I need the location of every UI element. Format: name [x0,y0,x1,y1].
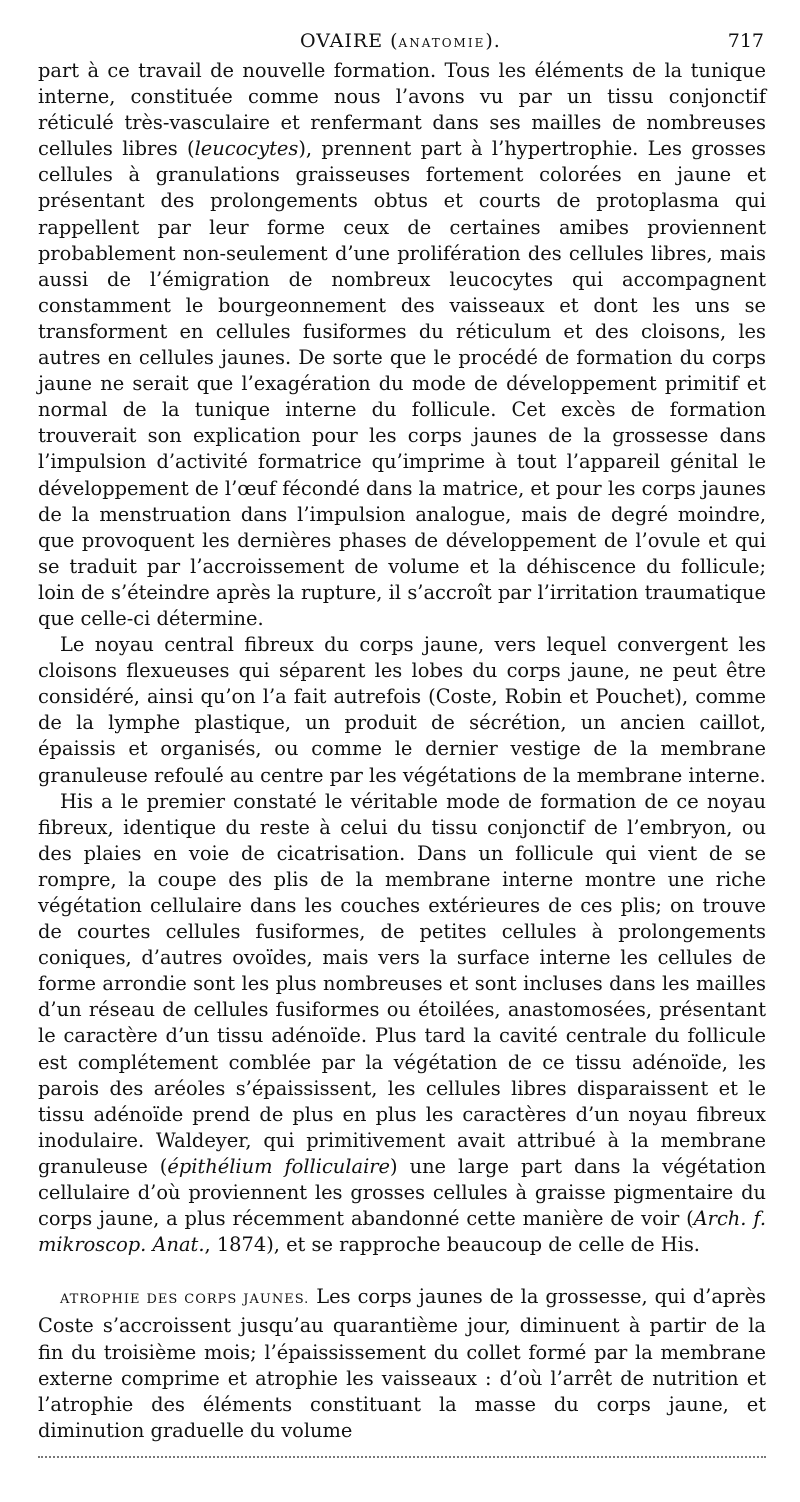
body-text [38,58,766,1444]
running-title: OVAIRE (ANATOMIE). [300,30,501,52]
page-number: 717 [727,30,764,52]
page [38,30,766,1444]
running-header [38,30,766,58]
paragraph-4: ATROPHIE DES CORPS JAUNES. Les corps jaunes de la grossesse, qui d’après Coste s’accroissent jusqu’au quarantième jour, diminuent à partir de la fin du troisième mois; l’épaississement du collet formé par la membrane externe comprime et atrophie les vaisseaux : d’où l’arrêt de nutrition et l’atrophie des éléments constituant la masse du corps jaune, et diminution graduelle du volume [38,1285,767,1442]
title-main: OVAIRE [300,30,384,52]
section-heading: ATROPHIE DES CORPS JAUNES. [60,1292,310,1308]
paragraph-1: part à ce travail de nouvelle formation. Tous les éléments de la tunique interne, constituée comme nous l’avons vu par un tissu conjonctif réticulé très-vasculaire et renfermant dans ses mailles de nombreuses cellules libres (leucocytes), prennent part à l’hypertrophie. Les grosses cellules à granulations graisseuses fortement colorées en jaune et présentant des prolongements obtus et courts de protoplasma qui rappellent par leur forme ceux de certaines amibes proviennent probablement non-seulement d’une prolifération des cellules libres, mais aussi de l’émigration de nombreux leucocytes qui accompagnent constamment le bourgeonnement des vaisseaux et dont les uns se transforment en cellules fusiformes du réticulum et des cloisons, les autres en cellules jaunes. De sorte que le procédé de formation du corps jaune ne serait que l’exagération du mode de développement primitif et normal de la tunique interne du follicule. Cet excès de formation trouverait son explication pour les corps jaunes de la grossesse dans l’impulsion d’activité formatrice qu’imprime à tout l’appareil génital le développement de l’œuf fécondé dans la matrice, et pour les corps jaunes de la menstruation dans l’impulsion analogue, mais de degré moindre, que provoquent les dernières phases de développement de l’ovule et qui se traduit par l’accroissement de volume et la déhiscence du follicule; loin de s’éteindre après la rupture, il s’accroît par l’irritation traumatique que celle-ci détermine. [38,59,766,630]
paragraph-2: Le noyau central fibreux du corps jaune, vers lequel convergent les cloisons flexueuses qui séparent les lobes du corps jaune, ne peut être considéré, ainsi qu’on l’a fait autrefois (Coste, Robin et Pouchet), comme de la lymphe plastique, un produit de sécrétion, un ancien caillot, épaissis et organisés, ou comme le dernier vestige de la membrane granuleuse refoulé au centre par les végétations de la membrane interne. [38,633,766,787]
paragraph-3: His a le premier constaté le véritable mode de formation de ce noyau fibreux, identique du reste à celui du tissu conjonctif de l’embryon, ou des plaies en voie de cicatrisation. Dans un follicule qui vient de se rompre, la coupe des plis de la membrane interne montre une riche végétation cellulaire dans les couches extérieures de ces plis; on trouve de courtes cellules fusiformes, de petites cellules à prolongements coniques, d’autres ovoïdes, mais vers la surface interne les cellules de forme arrondie sont les plus nombreuses et sont incluses dans les mailles d’un réseau de cellules fusiformes ou étoilées, anastomosées, présentant le caractère d’un tissu adénoïde. Plus tard la cavité centrale du follicule est complétement comblée par la végétation de ce tissu adénoïde, les parois des aréoles s’épaississent, les cellules libres disparaissent et le tissu adénoïde prend de plus en plus les caractères d’un noyau fibreux inodulaire. Waldeyer, qui primitivement avait attribué à la membrane granuleuse (épithélium folliculaire) une large part dans la végétation cellulaire d’où proviennent les grosses cellules à graisse pigmentaire du corps jaune, a plus récemment abandonné cette manière de voir (Arch. f. mikroscop. Anat., 1874), et se rapproche beaucoup de celle de His. [38,789,766,1257]
title-subtitle: ANATOMIE [398,36,486,50]
footer-dotted-rule [38,1456,766,1458]
